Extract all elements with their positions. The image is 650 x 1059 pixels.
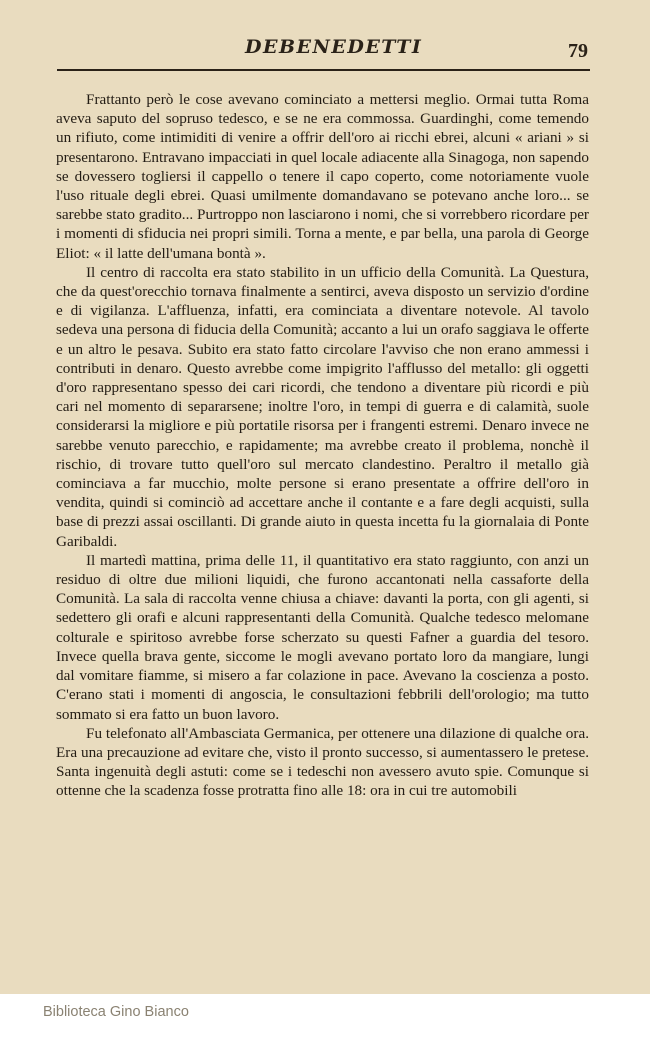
running-header [57,30,590,70]
paragraph: Il martedì mattina, prima delle 11, il quantitativo era stato raggiunto, con anzi un residuo di oltre due milioni liquidi, che furono accantonati nella cassaforte della Comunità. La sala di raccolta venne chiusa a chiave: davanti la porta, con gli agenti, si sedettero gli orafi e alcuni rappresentanti della Comunità. Qualche tedesco melomane colturale e spiritoso avrebbe forse scherzato su questi Fafner a guardia del tesoro. Invece quella brava gente, siccome le mogli avevano portato loro da mangiare, lungi dal vomitare fiamme, si misero a far colazione in pace. Avevano la coscienza a posto. C'erano stati i momenti di angoscia, le consultazioni febbrili dell'orologio; ma tutto sommato si era fatto un buon lavoro. [56,551,589,723]
page-number: 79 [568,40,588,62]
header-rule [57,69,590,71]
paragraph: Il centro di raccolta era stato stabilito in un ufficio della Comunità. La Questura, che da quest'orecchio tornava finalmente a sentirci, aveva disposto un servizio d'ordine e di vigilanza. L'affluenza, infatti, era cominciata a diventare notevole. Al tavolo sedeva una persona di fiducia della Comunità; accanto a lui un orafo saggiava le offerte e un altro le pesava. Subito era stato fatto circolare l'avviso che non erano ammessi i contributi in denaro. Questo avrebbe come impigrito l'afflusso del metallo: gli oggetti d'oro rappresentano spesso dei cari ricordi, che tendono a diventare più ricordi e più cari nel momento di separarsene; inoltre l'oro, in tempi di guerra e di calamità, suole considerarsi la migliore e più portatile risorsa per i frangenti estremi. Denaro invece ne sarebbe venuto parecchio, e rapidamente; ma avrebbe creato il problema, nonchè il rischio, di trovare tutto quell'oro sul mercato clandestino. Peraltro il metallo già cominciava a far mucchio, molte persone si erano presentate a offrire dell'oro in vendita, quindi si cominciò ad accettare anche il contante e a fare degli acquisti, sulla base di prezzi assai oscillanti. Di grande aiuto in questa incetta fu la giornalaia di Ponte Garibaldi. [56,263,589,550]
paragraph: Fu telefonato all'Ambasciata Germanica, per ottenere una dilazione di qualche ora. Era una precauzione ad evitare che, visto il pronto successo, si aumentassero le pretese. Santa ingenuità degli astuti: come se i tedeschi non avessero avuto spie. Comunque si ottenne che la scadenza fosse protratta fino alle 18: ora in cui tre automobili [56,724,589,800]
body-text [56,90,589,801]
running-title: DEBENEDETTI [245,36,423,58]
paragraph: Frattanto però le cose avevano cominciato a mettersi meglio. Ormai tutta Roma aveva saputo del sopruso tedesco, e se ne era commossa. Guardinghi, come temendo un rifiuto, come intimiditi di venire a offrir dell'oro ai ricchi ebrei, alcuni « ariani » si presentarono. Entravano impacciati in quel locale adiacente alla Sinagoga, non sapendo se dovessero togliersi il cappello o tenere il capo coperto, come notoriamente vuole l'uso rituale degli ebrei. Quasi umilmente domandavano se potevano anche loro... se sarebbe stato gradito... Purtroppo non lasciarono i nomi, che si vorrebbero ricordare per i momenti di sfiducia nei propri simili. Torna a mente, e par bella, una parola di George Eliot: « il latte dell'umana bontà ». [56,91,589,262]
library-credit: Biblioteca Gino Bianco [43,1004,189,1020]
